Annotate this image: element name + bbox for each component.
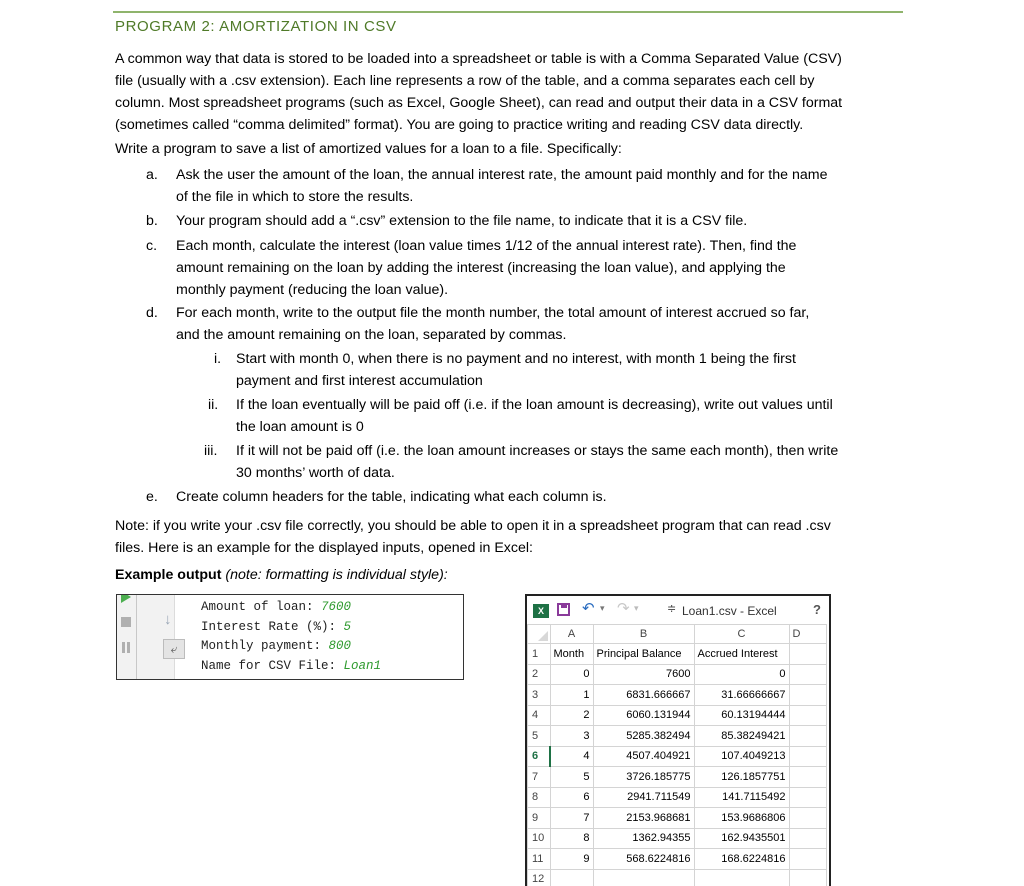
step-text: For each month, write to the output file the month number, the total amount of interest accrued so far, (176, 305, 810, 321)
step-text: monthly payment (reducing the loan value). (176, 282, 449, 298)
intro-line: (sometimes called “comma delimited” format). You are going to practice writing and reading CSV data directly. (115, 117, 804, 133)
cell-interest[interactable]: 31.66666667 (694, 685, 789, 706)
cell-month[interactable]: 4 (550, 746, 593, 767)
substep-label: iii. (204, 443, 218, 459)
row-number[interactable]: 2 (528, 664, 551, 685)
console-line: Amount of loan: 7600 (201, 600, 352, 614)
table-row (528, 664, 827, 685)
task-intro: Write a program to save a list of amortized values for a loan to a file. Specifically: (115, 141, 622, 157)
cell-month[interactable] (550, 869, 593, 886)
example-caption (115, 564, 905, 586)
substep-text: If it will not be paid off (i.e. the loan amount increases or stays the same each month), then write (236, 443, 839, 459)
table-row (528, 828, 827, 849)
substep-text: payment and first interest accumulation (236, 373, 483, 389)
intro-line: A common way that data is stored to be loaded into a spreadsheet or table is with a Comma Separated Value (CSV) (115, 51, 842, 67)
cell-balance[interactable]: 2941.711549 (593, 787, 694, 808)
example-label: Example output (115, 567, 222, 583)
note-line: files. Here is an example for the displayed inputs, opened in Excel: (115, 540, 533, 556)
console-lines (201, 598, 381, 676)
cell-interest[interactable]: 153.9686806 (694, 808, 789, 829)
step-label: d. (146, 305, 158, 321)
row-number[interactable]: 12 (528, 869, 551, 886)
cell-month[interactable]: 3 (550, 726, 593, 747)
substep-label: i. (214, 351, 222, 367)
cell-month[interactable]: 9 (550, 849, 593, 870)
console-line: Interest Rate (%): 5 (201, 619, 352, 634)
cell-interest[interactable] (694, 869, 789, 886)
cell-month[interactable]: 6 (550, 787, 593, 808)
cell-month[interactable]: 7 (550, 808, 593, 829)
console-toolbar (117, 595, 137, 679)
customize-toolbar-icon[interactable]: ≑ (667, 603, 677, 615)
scroll-down-icon[interactable]: ↓ (164, 611, 172, 628)
column-header-b[interactable]: B (593, 625, 694, 644)
step-text: Create column headers for the table, indicating what each column is. (176, 489, 607, 505)
select-all-corner[interactable] (528, 625, 551, 644)
column-header-a[interactable]: A (550, 625, 593, 644)
table-row (528, 705, 827, 726)
console-input-value: Loan1 (343, 658, 382, 673)
undo-dropdown-icon[interactable]: ▾ (600, 603, 605, 613)
column-header-row (528, 625, 827, 644)
substep-text: If the loan eventually will be paid off (i.e. if the loan amount is decreasing), write out values until (236, 397, 833, 413)
step-text: Each month, calculate the interest (loan value times 1/12 of the annual interest rate). Then, find the (176, 238, 797, 254)
row-number-selected[interactable]: 6 (528, 746, 551, 767)
cell-interest[interactable]: 0 (694, 664, 789, 685)
intro-paragraph (115, 48, 905, 136)
table-row (528, 767, 827, 788)
console-output-panel (116, 594, 464, 680)
row-number[interactable]: 7 (528, 767, 551, 788)
step-label: c. (146, 238, 158, 254)
substep-text: 30 months’ worth of data. (236, 465, 395, 481)
cell-interest[interactable]: 141.7115492 (694, 787, 789, 808)
cell-balance[interactable]: 6060.131944 (593, 705, 694, 726)
row-number[interactable]: 11 (528, 849, 551, 870)
row-number[interactable]: 5 (528, 726, 551, 747)
cell-balance[interactable]: 568.6224816 (593, 849, 694, 870)
spreadsheet-grid (527, 624, 827, 886)
column-header-d[interactable]: D (789, 625, 826, 644)
table-row (528, 787, 827, 808)
step-label: b. (146, 213, 158, 229)
cell-balance[interactable]: 7600 (593, 664, 694, 685)
table-row (528, 808, 827, 829)
cell-month[interactable]: 8 (550, 828, 593, 849)
cell-balance[interactable]: 4507.404921 (593, 746, 694, 767)
substep-text: Start with month 0, when there is no payment and no interest, with month 1 being the first (236, 351, 796, 367)
pause-icon[interactable] (122, 642, 130, 653)
substep-text: the loan amount is 0 (236, 419, 364, 435)
cell[interactable] (789, 644, 826, 665)
redo-dropdown-icon[interactable]: ▾ (634, 603, 639, 613)
cell[interactable] (789, 849, 826, 870)
cell-interest[interactable]: 60.13194444 (694, 705, 789, 726)
cell[interactable] (789, 787, 826, 808)
stop-icon[interactable] (121, 617, 131, 627)
cell-interest[interactable]: 107.4049213 (694, 746, 789, 767)
step-text: Ask the user the amount of the loan, the annual interest rate, the amount paid monthly and for the name (176, 167, 828, 183)
note-line: Note: if you write your .csv file correctly, you should be able to open it in a spreadsheet program that can read .csv (115, 518, 831, 534)
cell[interactable] (789, 869, 826, 886)
console-input-value: 7600 (321, 600, 352, 614)
table-row (528, 685, 827, 706)
step-text: and the amount remaining on the loan, separated by commas. (176, 327, 567, 343)
heading-rule (113, 11, 903, 13)
cell-balance[interactable]: 3726.185775 (593, 767, 694, 788)
excel-title-bar (527, 596, 829, 624)
cell[interactable] (789, 726, 826, 747)
step-text: of the file in which to store the results. (176, 189, 414, 205)
step-text: Your program should add a “.csv” extension to the file name, to indicate that it is a CSV file. (176, 213, 748, 229)
cell-balance[interactable]: 1362.94355 (593, 828, 694, 849)
cell[interactable] (789, 767, 826, 788)
cell-header-month[interactable]: Month (550, 644, 593, 665)
table-row (528, 746, 827, 767)
cell[interactable] (789, 664, 826, 685)
table-header-row (528, 644, 827, 665)
example-note: (note: formatting is individual style): (225, 567, 448, 583)
cell-balance[interactable] (593, 869, 694, 886)
cell-interest[interactable]: 168.6224816 (694, 849, 789, 870)
console-input-value: 800 (328, 639, 352, 653)
console-line: Name for CSV File: Loan1 (201, 658, 382, 673)
console-side-toolbar (137, 595, 178, 679)
cell-month[interactable]: 2 (550, 705, 593, 726)
undo-icon[interactable]: ↶ (582, 600, 595, 617)
cell-interest[interactable]: 126.1857751 (694, 767, 789, 788)
row-number[interactable]: 8 (528, 787, 551, 808)
intro-line: file (usually with a .csv extension). Each line represents a row of the table, and a comma separates each cell by (115, 73, 815, 89)
excel-logo-icon: X (533, 604, 549, 618)
substep-label: ii. (208, 397, 219, 413)
cell-balance[interactable]: 5285.382494 (593, 726, 694, 747)
run-icon[interactable] (121, 594, 131, 603)
cell-interest[interactable]: 162.9435501 (694, 828, 789, 849)
cell-balance[interactable]: 6831.666667 (593, 685, 694, 706)
cell-header-principal[interactable]: Principal Balance (593, 644, 694, 665)
soft-wrap-icon[interactable]: ⤶ (163, 639, 185, 659)
cell[interactable] (789, 808, 826, 829)
excel-window (525, 594, 831, 886)
cell[interactable] (789, 685, 826, 706)
cell-balance[interactable]: 2153.968681 (593, 808, 694, 829)
table-row (528, 869, 827, 886)
step-label: e. (146, 489, 158, 505)
page-title: PROGRAM 2: AMORTIZATION IN CSV (115, 18, 397, 35)
row-number[interactable]: 4 (528, 705, 551, 726)
cell-month[interactable]: 0 (550, 664, 593, 685)
cell[interactable] (789, 746, 826, 767)
row-number[interactable]: 1 (528, 644, 551, 665)
save-icon[interactable] (557, 603, 570, 616)
row-number[interactable]: 9 (528, 808, 551, 829)
cell-month[interactable]: 1 (550, 685, 593, 706)
cell-month[interactable]: 5 (550, 767, 593, 788)
intro-line: column. Most spreadsheet programs (such as Excel, Google Sheet), can read and output their data in a CSV format (115, 95, 843, 111)
cell-interest[interactable]: 85.38249421 (694, 726, 789, 747)
row-number[interactable]: 10 (528, 828, 551, 849)
help-icon[interactable]: ? (813, 602, 821, 617)
excel-file-title: Loan1.csv - Excel (682, 604, 777, 618)
cell[interactable] (789, 705, 826, 726)
step-label: a. (146, 167, 158, 183)
column-header-c[interactable]: C (694, 625, 789, 644)
console-line: Monthly payment: 800 (201, 639, 352, 653)
cell[interactable] (789, 828, 826, 849)
console-input-value: 5 (343, 619, 352, 634)
redo-icon[interactable]: ↷ (617, 600, 630, 617)
cell-header-interest[interactable]: Accrued Interest (694, 644, 789, 665)
row-number[interactable]: 3 (528, 685, 551, 706)
note-paragraph (115, 515, 905, 559)
step-text: amount remaining on the loan by adding the interest (increasing the loan value), and applying the (176, 260, 786, 276)
table-row (528, 849, 827, 870)
table-row (528, 726, 827, 747)
